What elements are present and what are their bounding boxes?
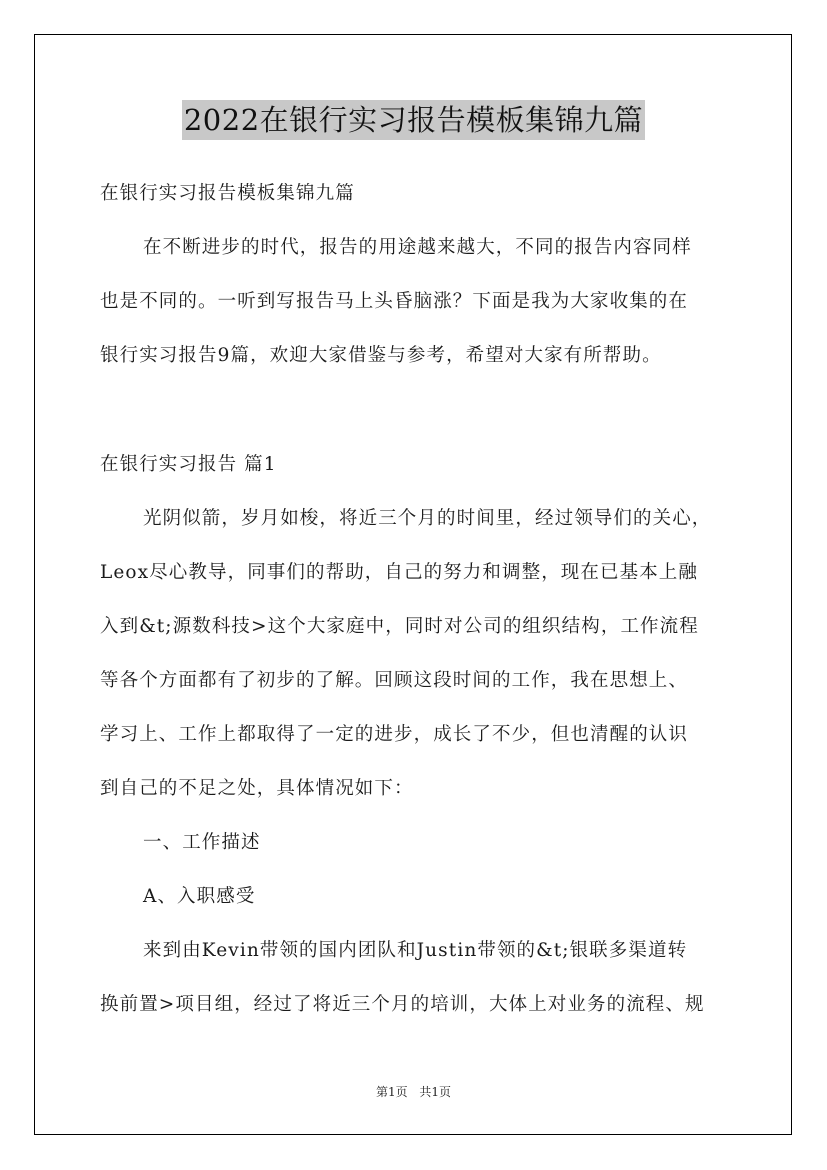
section-line-3: 入到&t;源数科技>这个大家庭中，同时对公司的组织结构，工作流程 (100, 616, 699, 637)
section-line-1: 光阴似箭，岁月如梭，将近三个月的时间里，经过领导们的关心， (143, 508, 712, 529)
section-line-5: 学习上、工作上都取得了一定的进步，成长了不少，但也清醒的认识 (100, 724, 689, 745)
section-line-6: 到自己的不足之处，具体情况如下： (100, 778, 414, 799)
paragraph-line-2: 换前置>项目组，经过了将近三个月的培训，大体上对业务的流程、规 (100, 994, 705, 1015)
document-title: 2022在银行实习报告模板集锦九篇 (182, 100, 645, 140)
page-footer (0, 1083, 827, 1100)
title-container (0, 100, 827, 140)
intro-line-2: 也是不同的。一听到写报告马上头昏脑涨？下面是我为大家收集的在 (100, 291, 689, 312)
section-heading: 在银行实习报告 篇1 (100, 454, 277, 475)
paragraph-line-1: 来到由Kevin带领的国内团队和Justin带领的&t;银联多渠道转 (143, 940, 688, 961)
list-item-a: A、入职感受 (143, 886, 256, 907)
section-line-2: Leox尽心教导，同事们的帮助，自己的努力和调整，现在已基本上融 (100, 562, 699, 583)
intro-line-3: 银行实习报告9篇，欢迎大家借鉴与参考，希望对大家有所帮助。 (100, 345, 662, 366)
page-number: 第1页 (375, 1085, 408, 1099)
intro-line-1: 在不断进步的时代，报告的用途越来越大，不同的报告内容同样 (143, 237, 692, 258)
list-item-one: 一、工作描述 (143, 832, 261, 853)
section-line-4: 等各个方面都有了初步的了解。回顾这段时间的工作，我在思想上、 (100, 670, 689, 691)
page-total: 共1页 (419, 1085, 452, 1099)
document-subtitle: 在银行实习报告模板集锦九篇 (100, 183, 355, 204)
